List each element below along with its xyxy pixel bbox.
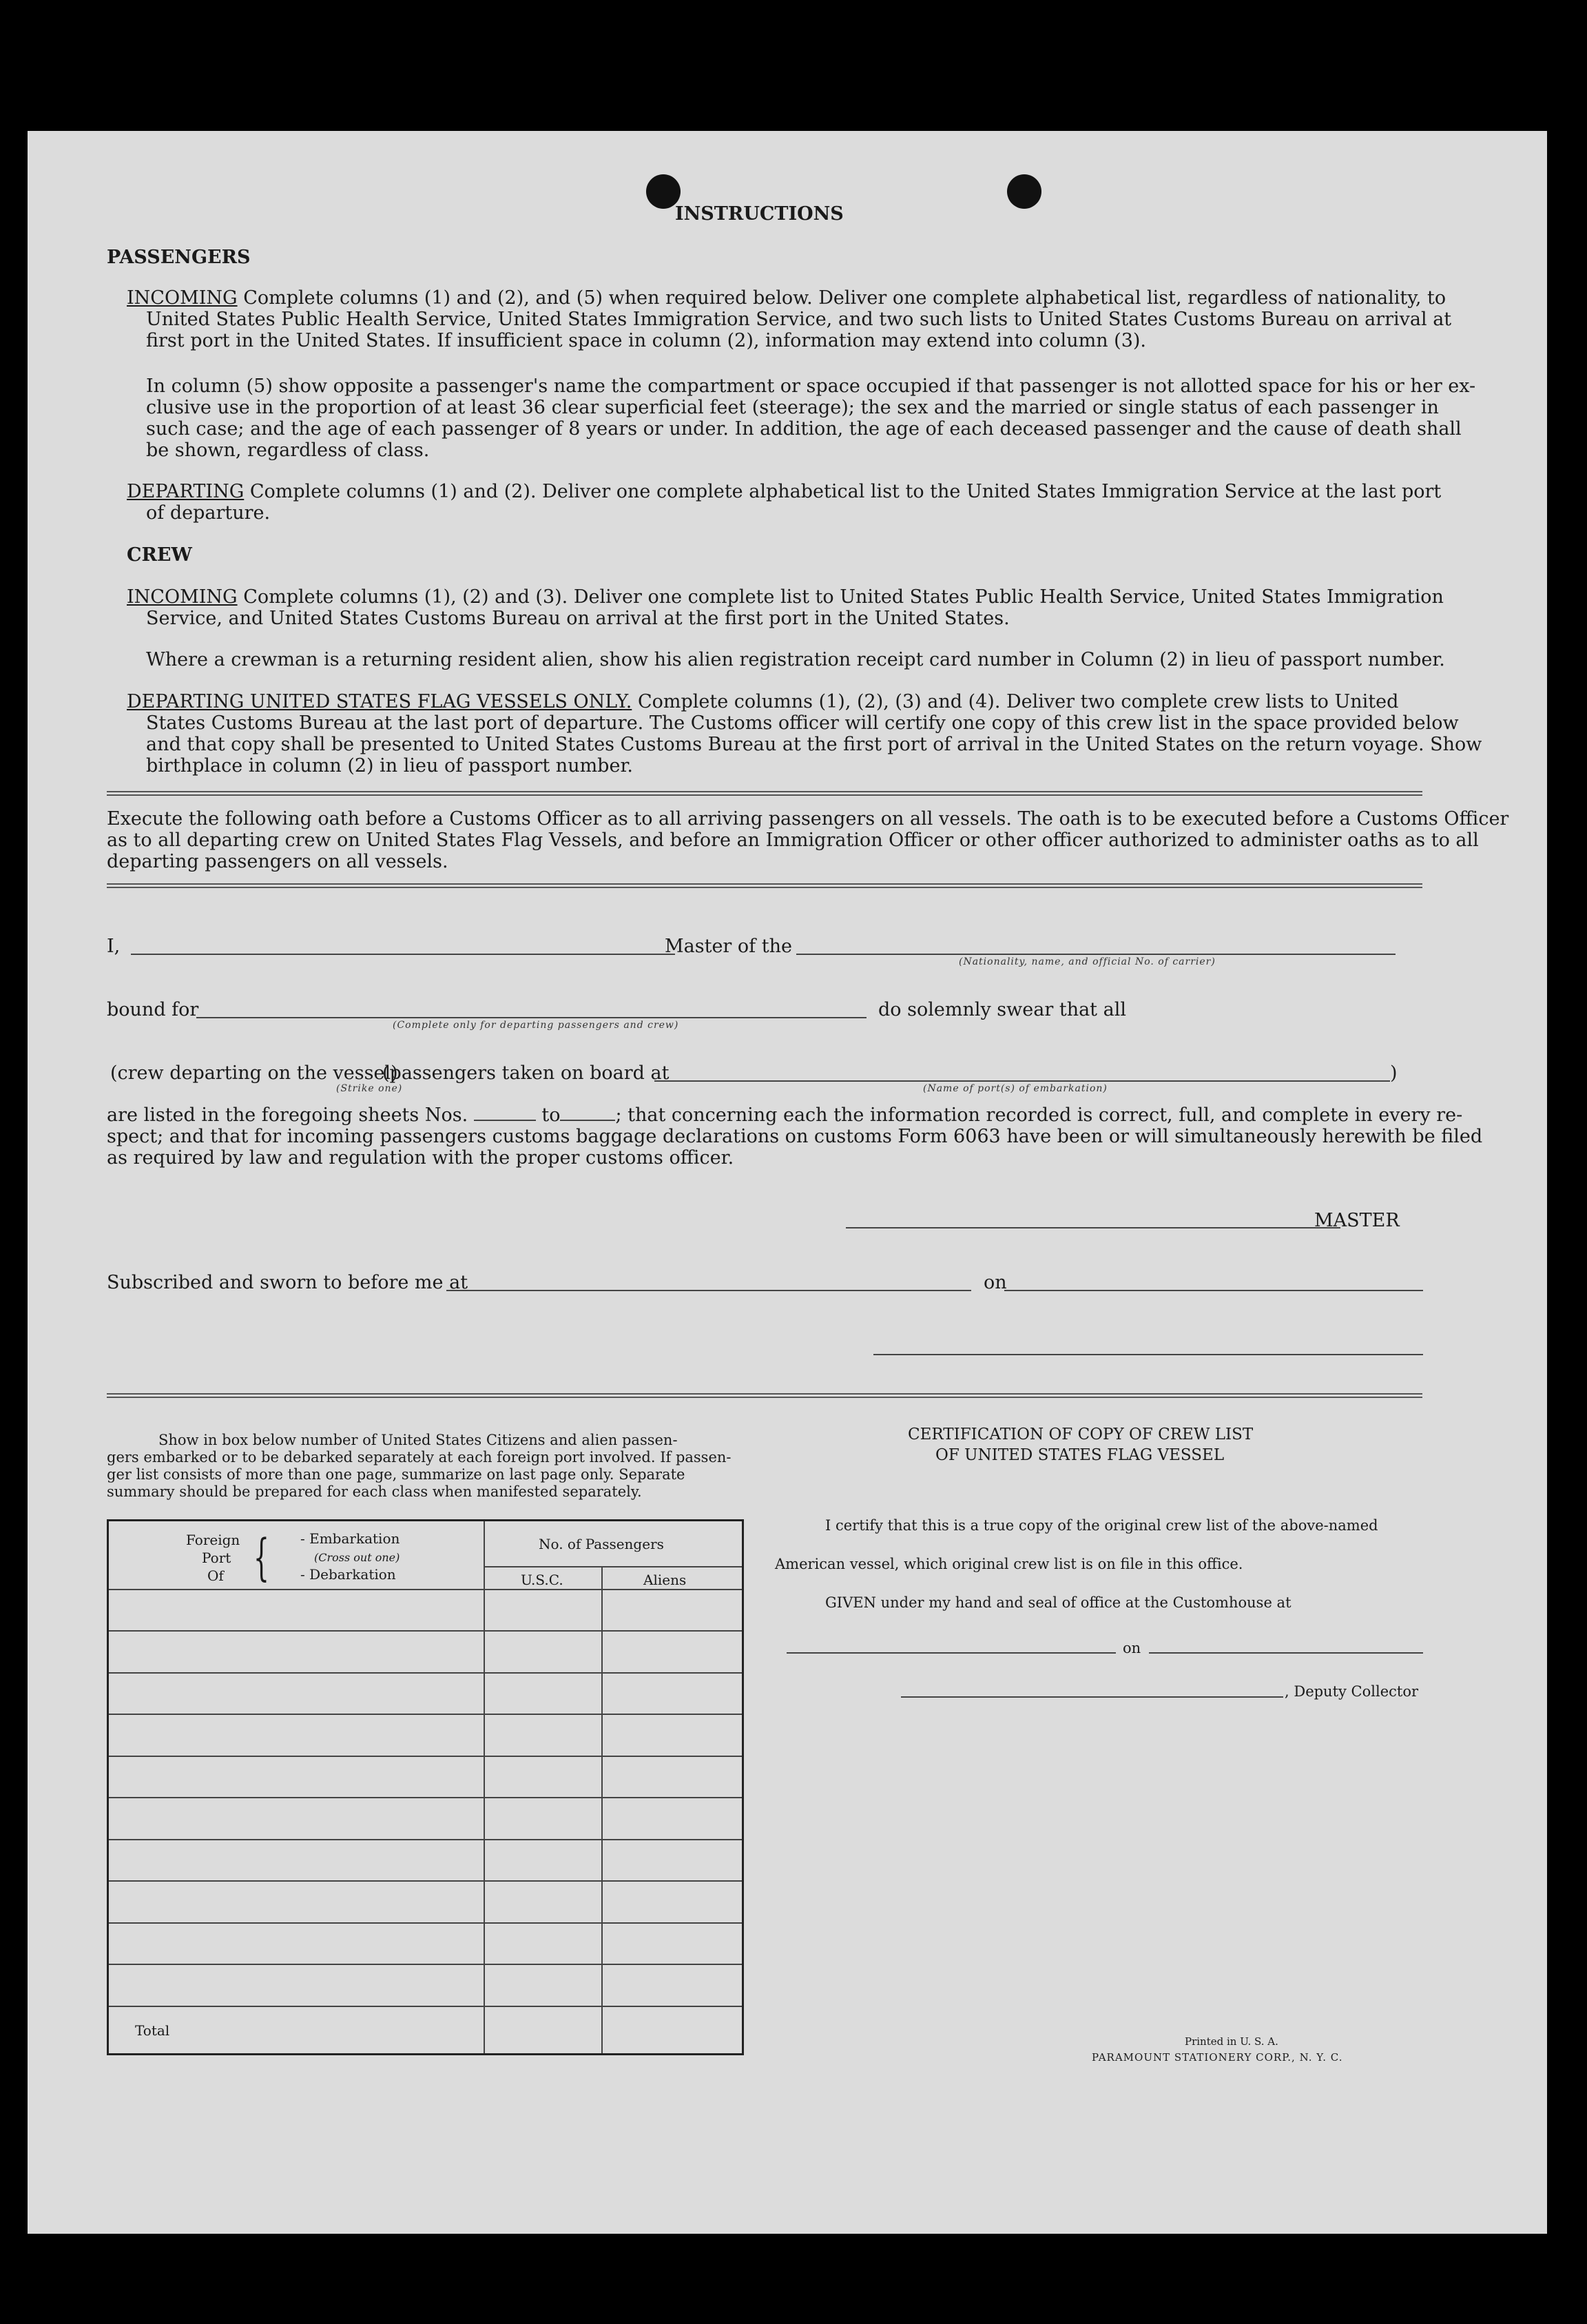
- printer-line-1: Printed in U. S. A.: [1185, 2035, 1278, 2048]
- solemnly-swear-label: do solemnly swear that all: [878, 999, 1126, 1020]
- passengers-col5-line-4: be shown, regardless of class.: [146, 440, 430, 461]
- summary-line-1: Show in box below number of United States Citizens and alien passen-: [158, 1432, 678, 1448]
- passengers-heading: PASSENGERS: [107, 247, 251, 268]
- debarkation-option[interactable]: - Debarkation: [300, 1566, 396, 1583]
- header-divider: [484, 1566, 742, 1567]
- row-divider: [109, 1839, 742, 1840]
- subscribed-label: Subscribed and sworn to before me at: [107, 1272, 468, 1293]
- row-divider: [109, 2006, 742, 2007]
- summary-line-2: gers embarked or to be debarked separately at each foreign port involved. If passen-: [107, 1449, 732, 1466]
- passengers-incoming-line-1: [127, 287, 1446, 309]
- ports-caption: (Name of port(s) of embarkation): [923, 1083, 1108, 1094]
- form-sheet: [28, 131, 1547, 2234]
- crew-incoming-line-2: Service, and United States Customs Bureau on arrival at the first port in the United States.: [146, 608, 1010, 629]
- oath-intro-line-2: as to all departing crew on United States Flag Vessels, and before an Immigration Officer or other officer authorized to administer oaths as to all: [107, 830, 1479, 851]
- row-divider: [109, 1589, 742, 1590]
- row-divider: [109, 1964, 742, 1965]
- embarkation-option[interactable]: - Embarkation: [300, 1530, 400, 1547]
- certification-on-label: on: [1123, 1640, 1141, 1656]
- col-divider: [484, 1521, 485, 2053]
- close-paren: ): [1390, 1062, 1398, 1084]
- certification-line-1: I certify that this is a true copy of the original crew list of the above-named: [825, 1517, 1378, 1534]
- port-label: Port: [202, 1550, 231, 1566]
- certification-date-field[interactable]: [1149, 1652, 1423, 1654]
- certification-line-2: American vessel, which original crew list is on file in this office.: [775, 1556, 1243, 1572]
- page-title: INSTRUCTIONS: [675, 203, 844, 225]
- passengers-departing-text: Complete columns (1) and (2). Deliver one complete alphabetical list to the United States Immigration Service at the last port: [249, 481, 1442, 502]
- passengers-incoming-label: INCOMING: [127, 287, 238, 309]
- crew-departing-line-2: States Customs Bureau at the last port of departure. The Customs officer will certify one copy of this crew list in the space provided below: [146, 712, 1459, 734]
- bound-for-caption: (Complete only for departing passengers and crew): [393, 1020, 679, 1031]
- crew-departing-line-1: [127, 691, 1398, 712]
- printer-line-2: PARAMOUNT STATIONERY CORP., N. Y. C.: [1092, 2051, 1343, 2064]
- crew-departing-label: DEPARTING UNITED STATES FLAG VESSELS ONLY.: [127, 691, 632, 712]
- row-divider: [109, 1672, 742, 1674]
- passengers-incoming-text: Complete columns (1) and (2), and (5) when required below. Deliver one complete alphabetical list, regardless of nationality, to: [243, 287, 1446, 309]
- cross-out-caption: (Cross out one): [314, 1551, 400, 1564]
- total-label: Total: [135, 2022, 170, 2039]
- passengers-col5-line-1: In column (5) show opposite a passenger's name the compartment or space occupied if that passenger is not allotted space for his or her ex-: [146, 376, 1476, 397]
- embarkation-ports-field[interactable]: [654, 1080, 1390, 1082]
- crew-incoming-line-1: [127, 586, 1444, 608]
- crew-heading: CREW: [127, 544, 192, 566]
- crew-resident-line: Where a crewman is a returning resident alien, show his alien registration receipt card number in Column (2) in lieu of passport number.: [146, 649, 1445, 670]
- oath-intro-line-1: Execute the following oath before a Customs Officer as to all arriving passengers on all vessels. The oath is to be executed before a Customs Officer: [107, 808, 1509, 830]
- summary-line-4: summary should be prepared for each class when manifested separately.: [107, 1483, 642, 1500]
- punch-hole: [1007, 174, 1041, 209]
- passengers-taken-option[interactable]: (passengers taken on board at: [382, 1062, 670, 1084]
- no-passengers-header: No. of Passengers: [539, 1536, 664, 1552]
- passenger-summary-table: [107, 1519, 744, 2055]
- row-divider: [109, 1756, 742, 1757]
- aliens-header: Aliens: [643, 1572, 687, 1588]
- sheet-to-field[interactable]: [560, 1120, 615, 1121]
- listed-text-a: are listed in the foregoing sheets Nos.: [107, 1104, 468, 1126]
- customhouse-field[interactable]: [787, 1652, 1116, 1654]
- crew-departing-line-3: and that copy shall be presented to United States Customs Bureau at the first port of arrival in the United States on the return voyage. Show: [146, 734, 1482, 755]
- passengers-col5-line-2: clusive use in the proportion of at least 36 clear superficial feet (steerage); the sex and the married or single status of each passenger in: [146, 397, 1439, 418]
- section-divider: [107, 791, 1422, 796]
- listed-line-1: [107, 1104, 1462, 1126]
- usc-header: U.S.C.: [521, 1572, 563, 1588]
- crew-incoming-text: Complete columns (1), (2) and (3). Deliver one complete list to United States Public Health Service, United States Immigration: [243, 586, 1444, 608]
- master-signature-field[interactable]: [846, 1227, 1340, 1228]
- oath-intro-line-3: departing passengers on all vessels.: [107, 851, 448, 872]
- passengers-departing-line-2: of departure.: [146, 502, 271, 524]
- passengers-incoming-line-2: United States Public Health Service, United States Immigration Service, and two such lists to United States Customs Bureau on arrival at: [146, 309, 1452, 330]
- passengers-departing-line-1: [127, 481, 1441, 502]
- passengers-col5-line-3: such case; and the age of each passenger of 8 years or under. In addition, the age of each deceased passenger and the cause of death shall: [146, 418, 1462, 440]
- bound-for-field[interactable]: [196, 1017, 867, 1018]
- crew-departing-line-4: birthplace in column (2) in lieu of passport number.: [146, 755, 633, 777]
- row-divider: [109, 1797, 742, 1798]
- deputy-signature-field[interactable]: [901, 1696, 1283, 1698]
- certification-line-3: GIVEN under my hand and seal of office at the Customhouse at: [825, 1594, 1292, 1611]
- section-divider: [107, 1393, 1422, 1398]
- crew-incoming-label: INCOMING: [127, 586, 238, 608]
- foreign-label: Foreign: [186, 1532, 240, 1548]
- section-divider: [107, 883, 1422, 888]
- sheet-from-field[interactable]: [474, 1120, 536, 1121]
- col-divider: [601, 1567, 603, 2053]
- listed-line-2: spect; and that for incoming passengers customs baggage declarations on customs Form 6063 have been or will simultaneously herewith be filed: [107, 1126, 1483, 1147]
- deputy-collector-label: , Deputy Collector: [1285, 1683, 1419, 1700]
- bound-for-label: bound for: [107, 999, 199, 1020]
- sworn-place-field[interactable]: [446, 1290, 971, 1291]
- sworn-on-label: on: [984, 1272, 1007, 1293]
- row-divider: [109, 1630, 742, 1632]
- passengers-incoming-line-3: first port in the United States. If insufficient space in column (2), information may extend into column (3).: [146, 330, 1146, 351]
- listed-text-b: ; that concerning each the information recorded is correct, full, and complete in every re-: [615, 1104, 1463, 1126]
- oath-i-label: I,: [107, 936, 121, 957]
- master-name-field[interactable]: [131, 954, 675, 955]
- certification-title-2: OF UNITED STATES FLAG VESSEL: [935, 1446, 1225, 1464]
- carrier-field[interactable]: [796, 954, 1396, 955]
- carrier-caption: (Nationality, name, and official No. of carrier): [959, 956, 1216, 967]
- officer-signature-field[interactable]: [873, 1354, 1423, 1355]
- crew-departing-option[interactable]: (crew departing on the vessel): [110, 1062, 398, 1084]
- passengers-departing-label: DEPARTING: [127, 481, 245, 502]
- summary-line-3: ger list consists of more than one page, summarize on last page only. Separate: [107, 1466, 685, 1483]
- of-label: Of: [207, 1567, 224, 1584]
- strike-one-caption: (Strike one): [336, 1083, 403, 1094]
- listed-line-3: as required by law and regulation with the proper customs officer.: [107, 1147, 734, 1169]
- row-divider: [109, 1714, 742, 1715]
- crew-departing-text: Complete columns (1), (2), (3) and (4). Deliver two complete crew lists to United: [637, 691, 1399, 712]
- sworn-date-field[interactable]: [1004, 1290, 1423, 1291]
- certification-title-1: CERTIFICATION OF COPY OF CREW LIST: [908, 1426, 1254, 1443]
- row-divider: [109, 1880, 742, 1882]
- row-divider: [109, 1922, 742, 1924]
- master-signature-label: MASTER: [1314, 1210, 1400, 1231]
- brace-icon: {: [253, 1528, 269, 1586]
- master-of-the-label: Master of the: [665, 936, 792, 957]
- listed-to: to: [541, 1104, 561, 1126]
